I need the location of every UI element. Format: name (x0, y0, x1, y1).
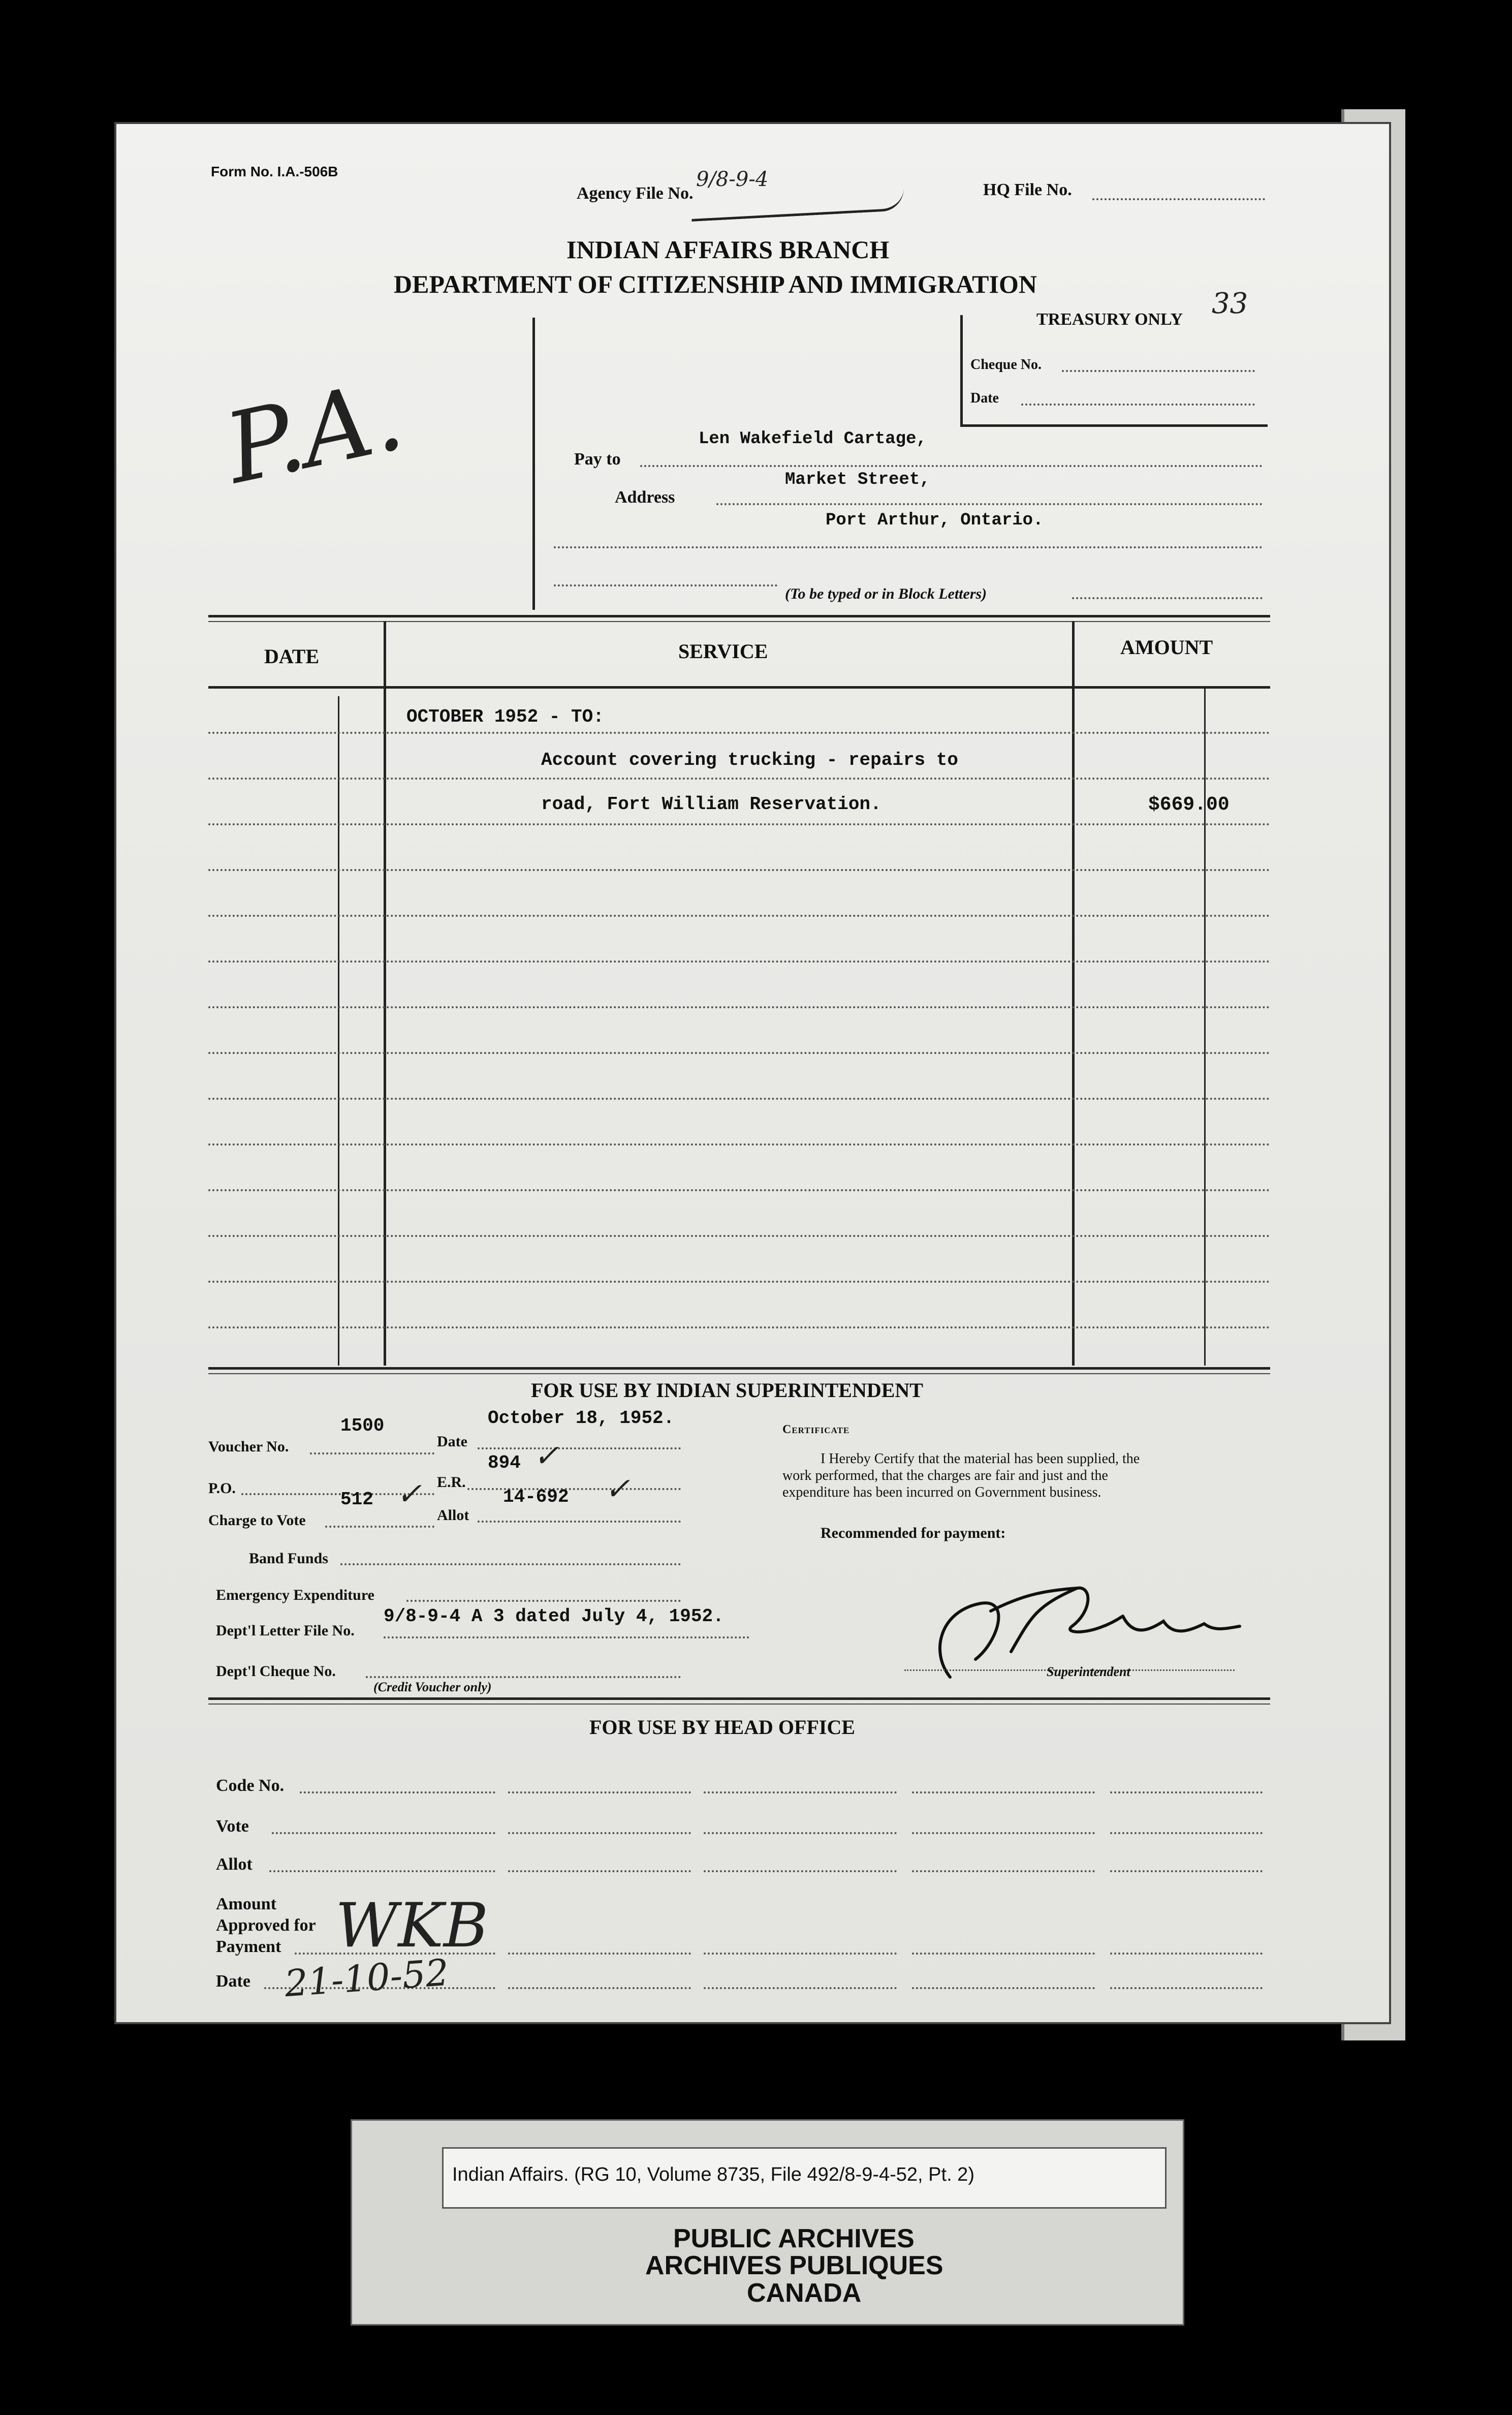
head-line (1110, 1791, 1263, 1793)
archive-line-3: CANADA (747, 2278, 862, 2308)
head-line (269, 1870, 495, 1872)
hq-file-line (1092, 198, 1265, 200)
approved-for-label: Approved for (216, 1916, 316, 1935)
superintendent-label: Superintendent (1047, 1664, 1130, 1679)
head-line (704, 1987, 897, 1989)
header-service: SERVICE (678, 640, 768, 663)
allot-label: Allot (437, 1507, 469, 1524)
archive-reference: Indian Affairs. (RG 10, Volume 8735, File 492/8-9-4-52, Pt. 2) (452, 2164, 974, 2185)
service-line-3: road, Fort William Reservation. (541, 794, 881, 815)
branch-title: INDIAN AFFAIRS BRANCH (566, 235, 890, 264)
cheque-no-label-dept: Dept'l Cheque No. (216, 1663, 336, 1680)
address-label: Address (615, 488, 675, 507)
archive-line-1: PUBLIC ARCHIVES (673, 2224, 915, 2253)
charge-check-mark: ✓ (396, 1476, 422, 1512)
pay-to-line (640, 465, 1263, 467)
payee-name: Len Wakefield Cartage, (699, 429, 927, 449)
table-row-line (208, 961, 1270, 963)
table-row-line (208, 1281, 1270, 1283)
letter-file-line (384, 1636, 749, 1638)
head-line (912, 1832, 1095, 1834)
er-value: 894 (488, 1452, 521, 1473)
head-date-label: Date (216, 1972, 250, 1991)
credit-voucher-note: (Credit Voucher only) (373, 1680, 492, 1694)
head-line (508, 1987, 691, 1989)
table-row-line (208, 1052, 1270, 1054)
payment-label: Payment (216, 1937, 281, 1956)
service-line-1: OCTOBER 1952 - TO: (406, 706, 604, 727)
cheque-no-label: Cheque No. (970, 357, 1042, 373)
table-header-rule (208, 686, 1270, 689)
band-funds-label: Band Funds (249, 1550, 328, 1567)
table-top-rule-thin (208, 621, 1270, 622)
table-row-line (208, 732, 1270, 734)
address-line-4 (1072, 597, 1263, 599)
head-line (508, 1832, 691, 1834)
table-row-line (208, 1098, 1270, 1100)
table-row-line (208, 778, 1270, 780)
head-line (508, 1870, 691, 1872)
head-line (300, 1791, 495, 1793)
emergency-line (406, 1600, 681, 1602)
head-line (912, 1791, 1095, 1793)
block-letters-note: (To be typed or in Block Letters) (785, 585, 987, 602)
table-row-line (208, 1189, 1270, 1191)
voucher-date-value: October 18, 1952. (488, 1408, 675, 1429)
table-row-line (208, 1326, 1270, 1328)
head-office-rule-thin (208, 1704, 1270, 1705)
voucher-no-label: Voucher No. (208, 1438, 289, 1455)
emergency-label: Emergency Expenditure (216, 1587, 374, 1603)
cheque-no-line (1062, 370, 1255, 372)
voucher-no-value: 1500 (340, 1415, 385, 1436)
treasury-handwritten-number: 33 (1212, 287, 1248, 320)
band-funds-line (340, 1563, 681, 1565)
voucher-date-line (478, 1447, 681, 1449)
treasury-title: TREASURY ONLY (1036, 310, 1183, 329)
head-line (704, 1832, 897, 1834)
head-line (704, 1953, 897, 1955)
payee-street: Market Street, (785, 470, 930, 489)
header-amount: AMOUNT (1120, 636, 1213, 659)
header-date: DATE (264, 645, 320, 668)
er-label: E.R. (437, 1474, 466, 1491)
table-col-rule-date (338, 696, 339, 1366)
certificate-text-2: work performed, that the charges are fair and just and the (782, 1468, 1108, 1483)
approval-hand-date: 21-10-52 (283, 1950, 451, 2005)
service-amount: $669.00 (1148, 794, 1230, 816)
department-title: DEPARTMENT OF CITIZENSHIP AND IMMIGRATION (394, 270, 1037, 298)
certificate-title: Certificate (782, 1423, 850, 1436)
table-row-line (208, 1235, 1270, 1237)
letter-file-value: 9/8-9-4 A 3 dated July 4, 1952. (384, 1606, 724, 1627)
agency-file-value: 9/8-9-4 (696, 168, 769, 191)
table-row-line (208, 869, 1270, 871)
head-line (508, 1953, 691, 1955)
code-no-label: Code No. (216, 1776, 285, 1795)
charge-vote-label: Charge to Vote (208, 1512, 306, 1529)
form-number: Form No. I.A.-506B (211, 164, 338, 179)
table-row-line (208, 823, 1270, 825)
po-label: P.O. (208, 1480, 236, 1497)
voucher-date-label: Date (437, 1433, 467, 1450)
charge-vote-line (325, 1526, 434, 1528)
er-check-mark: ✓ (533, 1438, 559, 1474)
certificate-text-1: I Hereby Certify that the material has been supplied, the (821, 1451, 1140, 1467)
table-row-line (208, 915, 1270, 917)
approval-initials: WKB (335, 1891, 489, 1961)
head-line (912, 1953, 1095, 1955)
address-line-3 (554, 584, 777, 586)
pay-to-label: Pay to (574, 450, 621, 469)
allot-check-mark: ✓ (605, 1471, 631, 1507)
recommended-label: Recommended for payment: (821, 1525, 1006, 1541)
er-line (467, 1488, 681, 1490)
address-line-2 (554, 546, 1263, 548)
handwritten-pa: P.A. (216, 359, 413, 506)
head-line (508, 1791, 691, 1793)
head-line (704, 1791, 897, 1793)
head-line (272, 1832, 495, 1834)
table-row-line (208, 1143, 1270, 1145)
table-col-rule-3 (1204, 686, 1206, 1366)
agency-file-label: Agency File No. (577, 184, 694, 203)
allot-value: 14-692 (503, 1487, 569, 1507)
address-line-1 (716, 503, 1263, 505)
certificate-text-3: expenditure has been incurred on Government business. (782, 1484, 1101, 1500)
service-line-2: Account covering trucking - repairs to (541, 750, 958, 770)
allot-line (478, 1521, 681, 1523)
table-row-line (208, 1006, 1270, 1008)
amount-label: Amount (216, 1895, 277, 1913)
dept-cheque-line (366, 1676, 681, 1678)
head-office-title: FOR USE BY HEAD OFFICE (589, 1716, 856, 1739)
payee-city: Port Arthur, Ontario. (826, 511, 1044, 530)
superintendent-title: FOR USE BY INDIAN SUPERINTENDENT (531, 1379, 923, 1402)
charge-vote-value: 512 (340, 1489, 373, 1510)
allot-head-label: Allot (216, 1855, 253, 1874)
payee-left-rule (532, 318, 535, 610)
table-top-rule (208, 615, 1270, 617)
vote-label: Vote (216, 1817, 249, 1836)
head-line (1110, 1870, 1263, 1872)
head-line (1110, 1987, 1263, 1989)
head-office-rule (208, 1697, 1270, 1700)
table-bottom-rule-thin (208, 1373, 1270, 1374)
voucher-no-line (310, 1452, 434, 1454)
archive-line-2: ARCHIVES PUBLIQUES (645, 2251, 943, 2280)
hq-file-label: HQ File No. (983, 180, 1072, 199)
treasury-date-line (1021, 404, 1255, 406)
table-bottom-rule (208, 1367, 1270, 1370)
head-line (912, 1987, 1095, 1989)
head-line (1110, 1832, 1263, 1834)
letter-file-label: Dept'l Letter File No. (216, 1622, 355, 1639)
head-line (1110, 1953, 1263, 1955)
head-line (704, 1870, 897, 1872)
treasury-date-label: Date (970, 390, 999, 406)
head-line (912, 1870, 1095, 1872)
